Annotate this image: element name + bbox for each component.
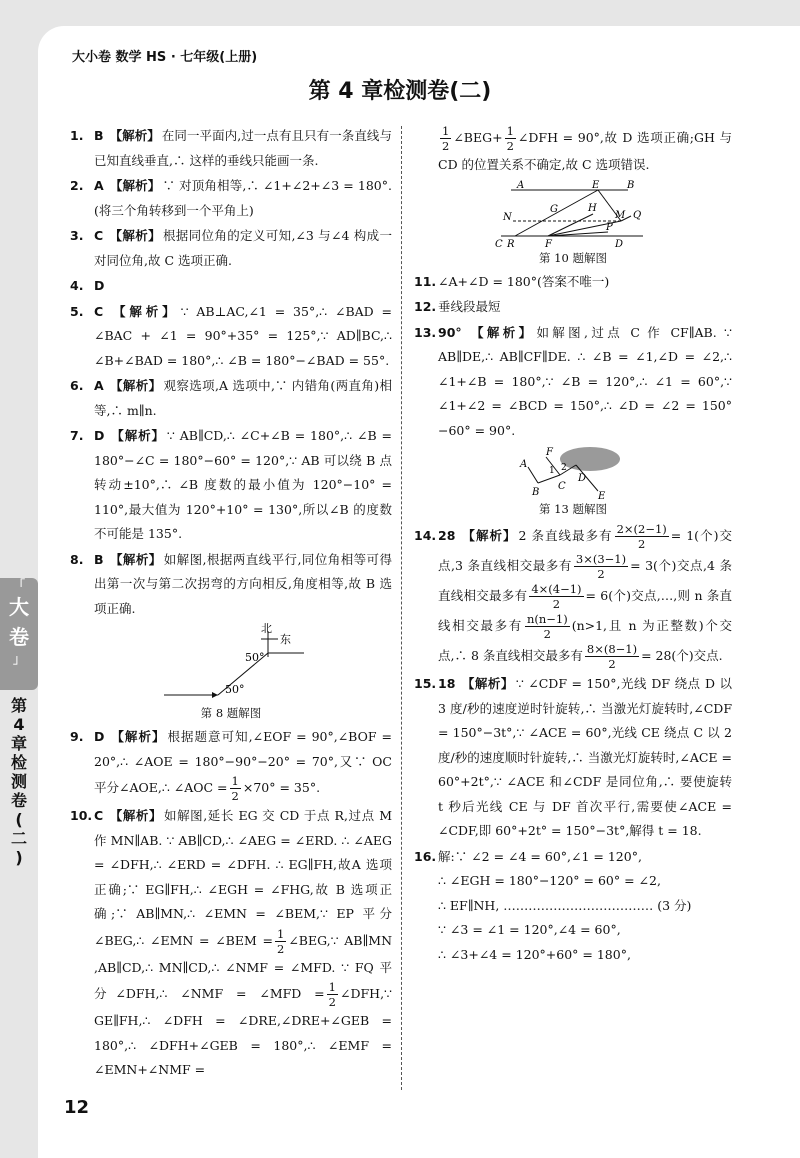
- question-number: 4.: [70, 278, 84, 293]
- answer-letter: C: [94, 303, 104, 319]
- figure-8: [70, 623, 392, 721]
- figure-10: [414, 180, 732, 266]
- question-number: 5.: [70, 303, 84, 319]
- fraction-denominator: 2: [597, 567, 605, 581]
- analysis-tag: 【解析】: [109, 128, 160, 143]
- point-label: F: [545, 238, 552, 250]
- question-number: 6.: [70, 378, 84, 393]
- fraction: [327, 980, 338, 1009]
- point-label: D: [615, 238, 624, 250]
- solution-line: ∴ ∠3+∠4 = 120°+60° = 180°,: [438, 946, 631, 962]
- fraction-numerator: 1: [442, 124, 450, 138]
- answer-letter: D: [94, 729, 105, 744]
- fraction-numerator: n(n−1): [526, 612, 568, 626]
- answer-text: ∠A+∠D = 180°(答案不唯一): [438, 273, 610, 289]
- page-title: 第 4 章检测卷(二): [308, 79, 492, 104]
- question-3: [70, 224, 392, 273]
- point-label: H: [588, 202, 597, 214]
- question-6: [70, 374, 392, 423]
- analysis-text: = 28(个)交点.: [641, 648, 723, 663]
- side-tab-bracket-top: 「: [12, 578, 25, 592]
- fraction-numerator: 3×(3−1): [575, 552, 627, 566]
- arrow-icon: [212, 692, 218, 698]
- fraction: [230, 774, 241, 803]
- answer-value: 18: [438, 676, 456, 691]
- analysis-tag: 【解析】: [109, 303, 179, 319]
- analysis-text: ∠DFH,∵ GE∥FH,∴ ∠DFH = ∠DRE,∠DRE+∠GEB = 180°,∴ ∠DFH+∠GEB = 180°,∴ ∠EMF = ∠EMN+∠NMF =: [94, 986, 392, 1077]
- point-label: E: [598, 491, 606, 501]
- fraction-denominator: 2: [543, 627, 551, 641]
- analysis-text: = 3(个)交点,4 条直线相交最多有: [438, 558, 732, 603]
- question-number: 11.: [414, 273, 437, 289]
- analysis-text: ∵ 对顶角相等,∴ ∠1+∠2+∠3 = 180°.(将三个角转移到一个平角上): [94, 178, 392, 218]
- fraction-numerator: 2×(2−1): [616, 522, 667, 536]
- left-column: [70, 124, 392, 1084]
- question-number: 8.: [70, 551, 84, 567]
- analysis-tag: 【解析】: [467, 324, 535, 340]
- question-12: [414, 295, 732, 320]
- question-number: 9.: [70, 729, 84, 744]
- answer-letter: D: [94, 278, 105, 293]
- analysis-text: ∠DFH = 90°,故 D 选项正确;GH 与 CD 的位置关系不确定,故 C 选项错误.: [438, 130, 732, 172]
- side-chapter-char: (: [15, 810, 23, 829]
- analysis-text: = 6(个)交点,…,则 n 条直线相交最多有: [438, 588, 732, 633]
- fraction-denominator: 2: [552, 597, 561, 611]
- analysis-text: ∠BEG,∵ AB∥MN ,AB∥CD,∴ MN∥CD,∴ ∠NMF = ∠MFD. ∵ FQ 平分∠DFH,∴ ∠NMF = ∠MFD =: [94, 932, 393, 1001]
- fraction: [585, 642, 639, 671]
- fraction-numerator: 1: [231, 774, 239, 788]
- figure-13: [414, 445, 732, 517]
- answer-letter: B: [94, 551, 104, 567]
- side-tab-char-2: 卷: [9, 625, 29, 649]
- analysis-text: ∵ AB⊥AC,∠1 = 35°,∴ ∠BAD = ∠BAC + ∠1 = 90°+35° = 125°,∵ AD∥BC,∴ ∠B+∠BAD = 180°,∴ ∠B = 180°−∠BAD = 55°.: [94, 303, 392, 368]
- analysis-text: ∵ ∠CDF = 150°,光线 DF 绕点 D 以 3 度/秒的速度逆时针旋转,∴ 当激光灯旋转时,∠CDF = 150°−3t°,∵ ∠ACE = 60°,光线 CE 绕点 C 以 2 度/秒的速度顺时针旋转,∴ 当激光灯旋转时,∠ACE = 60°+2t°,∵ ∠ACE 和∠CDF 是同位角,∴ 要使旋转 t 秒后光线 CE 与 DF 首次平行,需要使∠ACE = ∠CDF,即 60°+2t° = 150°−3t°,解得 t = 18.: [438, 676, 732, 838]
- side-tab: [0, 578, 38, 690]
- point-label: P: [606, 221, 613, 233]
- fraction-numerator: 1: [276, 926, 285, 941]
- solution-line: 解:∵ ∠2 = ∠4 = 60°,∠1 = 120°,: [438, 848, 642, 864]
- angle-label: 50°: [225, 683, 245, 696]
- fraction-denominator: 2: [231, 789, 239, 803]
- question-1: [70, 124, 392, 173]
- analysis-text: 如解图,根据两直线平行,同位角相等可得出第一次与第二次拐弯的方向相反,角度相等,故 B 选项正确.: [94, 551, 392, 616]
- point-label: A: [517, 179, 525, 191]
- fraction-numerator: 1: [328, 980, 336, 994]
- solution-line: ∴ ∠EGH = 180°−120° = 60° = ∠2,: [438, 873, 661, 888]
- fraction: [505, 124, 516, 153]
- analysis-text: ∠BEG+: [453, 130, 503, 145]
- book-header: 大小卷 数学 HS · 七年级(上册): [72, 50, 258, 65]
- question-15: [414, 672, 732, 844]
- figure-8-diagram: [156, 623, 306, 705]
- side-chapter-label: [6, 696, 32, 867]
- question-14: [414, 521, 732, 671]
- fraction-denominator: 2: [608, 657, 616, 671]
- question-number: 10.: [70, 808, 93, 823]
- analysis-tag: 【解析】: [109, 178, 161, 193]
- fraction-numerator: 8×(8−1): [586, 642, 638, 656]
- analysis-text: 观察选项,A 选项中,∵ 内错角(两直角)相等,∴ m∥n.: [94, 378, 392, 418]
- fraction: [574, 552, 628, 581]
- column-divider: [401, 126, 402, 1090]
- analysis-tag: 【解析】: [110, 729, 166, 744]
- fraction-numerator: 1: [506, 124, 514, 138]
- point-label: N: [503, 211, 512, 223]
- point-label: M: [615, 209, 626, 221]
- question-number: 2.: [70, 178, 84, 193]
- answer-value: 28: [438, 528, 456, 543]
- question-9: [70, 725, 392, 803]
- answer-letter: A: [94, 378, 104, 393]
- question-8: [70, 548, 392, 622]
- point-label: C: [558, 481, 566, 492]
- question-number: 1.: [70, 128, 84, 143]
- solution-line: ∴ EF∥NH, ……………………………… (3 分): [438, 897, 692, 913]
- point-label: B: [532, 487, 540, 498]
- question-7: [70, 424, 392, 547]
- question-number: 13.: [414, 324, 437, 340]
- side-chapter-char: 检: [10, 753, 27, 772]
- question-10-continued: [414, 124, 732, 178]
- angle-label: 2: [561, 463, 567, 473]
- line-segment: [528, 467, 538, 483]
- right-column: [414, 124, 732, 968]
- east-label: 东: [280, 633, 291, 646]
- fraction-denominator: 2: [638, 537, 646, 551]
- side-chapter-char: 二: [10, 829, 27, 848]
- angle-label: 50°: [245, 651, 265, 664]
- side-chapter-char: ): [15, 848, 23, 867]
- smudge-mark: [560, 447, 620, 471]
- figure-caption: 第 8 题解图: [200, 706, 262, 720]
- analysis-text: (n>1,且 n 为正整数)个交点,∴ 8 条直线相交最多有: [438, 618, 732, 663]
- question-11: [414, 270, 732, 295]
- fraction: [525, 612, 570, 641]
- fraction-denominator: 2: [442, 139, 450, 153]
- analysis-tag: 【解析】: [109, 378, 162, 393]
- analysis-text: ×70° = 35°.: [242, 780, 321, 795]
- answer-letter: C: [94, 228, 104, 243]
- angle-label: 1: [549, 466, 555, 476]
- page-number: 12: [64, 1097, 90, 1118]
- analysis-tag: 【解析】: [109, 228, 161, 243]
- side-chapter-char: 第: [10, 696, 27, 715]
- line-segment: [548, 214, 593, 236]
- analysis-text: 在同一平面内,过一点有且只有一条直线与已知直线垂直,∴ 这样的垂线只能画一条.: [94, 128, 392, 168]
- side-chapter-char: 章: [10, 734, 27, 753]
- question-number: 12.: [414, 299, 437, 314]
- question-16: [414, 845, 732, 968]
- figure-10-diagram: [493, 180, 653, 250]
- side-chapter-char: 测: [10, 772, 27, 791]
- point-label: Q: [633, 209, 642, 221]
- side-chapter-char: 卷: [10, 791, 27, 810]
- fraction-denominator: 2: [328, 995, 336, 1009]
- question-2: [70, 174, 392, 223]
- analysis-tag: 【解析】: [109, 551, 162, 567]
- analysis-text: 如解图,过点 C 作 CF∥AB. ∵ AB∥DE,∴ AB∥CF∥DE. ∴ ∠B = ∠1,∠D = ∠2,∴ ∠1+∠B = 180°,∵ ∠B = 120°,∴ ∠1 = 60°,∵ ∠1+∠2 = ∠BCD = 150°,∴ ∠D = ∠2 = 150°−60° = 90°.: [438, 324, 732, 438]
- solution-line: ∵ ∠3 = ∠1 = 120°,∠4 = 60°,: [438, 922, 621, 937]
- analysis-tag: 【解析】: [110, 428, 165, 443]
- answer-value: 90°: [438, 324, 462, 340]
- figure-caption: 第 13 题解图: [539, 502, 607, 516]
- side-tab-bracket-bottom: 」: [12, 652, 25, 666]
- answer-letter: A: [94, 178, 104, 193]
- answer-text: 垂线段最短: [438, 299, 501, 314]
- fraction: [440, 124, 451, 153]
- question-10: [70, 804, 392, 1083]
- fraction-denominator: 2: [276, 941, 285, 956]
- answer-letter: D: [94, 428, 105, 443]
- fraction-denominator: 2: [506, 139, 514, 153]
- fraction-numerator: 4×(4−1): [531, 582, 582, 596]
- analysis-text: 如解图,延长 EG 交 CD 于点 R,过点 M 作 MN∥AB. ∵ AB∥CD,∴ ∠AEG = ∠ERD. ∴ ∠AEG = ∠DFH,∴ ∠ERD = ∠DFH. ∴ EG∥FH,故A 选项正确;∵ EG∥FH,∴ ∠EGH = ∠FHG,故 B 选项正确;∵ AB∥MN,∴ ∠EMN = ∠BEM,∵ EP 平分∠BEG,∴ ∠EMN = ∠BEM =: [94, 808, 392, 948]
- analysis-text: ∵ AB∥CD,∴ ∠C+∠B = 180°,∴ ∠B = 180°−∠C = 180°−60° = 120°,∵ AB 可以绕 B 点转动±10°,∴ ∠B 度数的最小值为 120°−10° = 110°,最大值为 120°+10° = 130°,所以∠B 的度数不可能是 135°.: [94, 428, 392, 541]
- question-4: [70, 274, 392, 299]
- point-label: F: [546, 447, 553, 458]
- point-label: D: [578, 473, 587, 484]
- north-label: 北: [261, 623, 272, 635]
- point-label: C: [495, 238, 503, 250]
- analysis-tag: 【解析】: [109, 808, 163, 823]
- side-chapter-char: 4: [13, 715, 25, 734]
- analysis-text: 2 条直线最多有: [518, 528, 613, 543]
- fraction: [615, 522, 669, 551]
- point-label: G: [550, 203, 558, 215]
- answer-letter: B: [94, 128, 104, 143]
- question-number: 16.: [414, 848, 437, 864]
- side-tab-char-1: 大: [9, 595, 29, 619]
- question-number: 14.: [414, 528, 437, 543]
- question-5: [70, 300, 392, 374]
- analysis-text: 根据题意可知,∠EOF = 90°,∠BOF = 20°,∴ ∠AOE = 180°−90°−20° = 70°,又∵ OC 平分∠AOE,∴ ∠AOC =: [94, 729, 392, 795]
- figure-13-diagram: [518, 445, 628, 501]
- fraction: [529, 582, 583, 611]
- question-number: 15.: [414, 676, 437, 691]
- analysis-text: = 1(个)交点,3 条直线相交最多有: [438, 528, 732, 573]
- question-number: 7.: [70, 428, 84, 443]
- line-segment: [538, 475, 560, 483]
- point-label: E: [592, 179, 600, 191]
- analysis-text: 根据同位角的定义可知,∠3 与∠4 构成一对同位角,故 C 选项正确.: [94, 228, 392, 268]
- fraction: [275, 927, 286, 956]
- question-13: [414, 321, 732, 444]
- figure-caption: 第 10 题解图: [539, 250, 607, 265]
- point-label: B: [627, 179, 635, 191]
- point-label: A: [520, 459, 528, 470]
- question-number: 3.: [70, 228, 84, 243]
- analysis-tag: 【解析】: [461, 676, 514, 691]
- answer-letter: C: [94, 808, 104, 823]
- analysis-tag: 【解析】: [461, 528, 517, 543]
- point-label: R: [507, 238, 515, 250]
